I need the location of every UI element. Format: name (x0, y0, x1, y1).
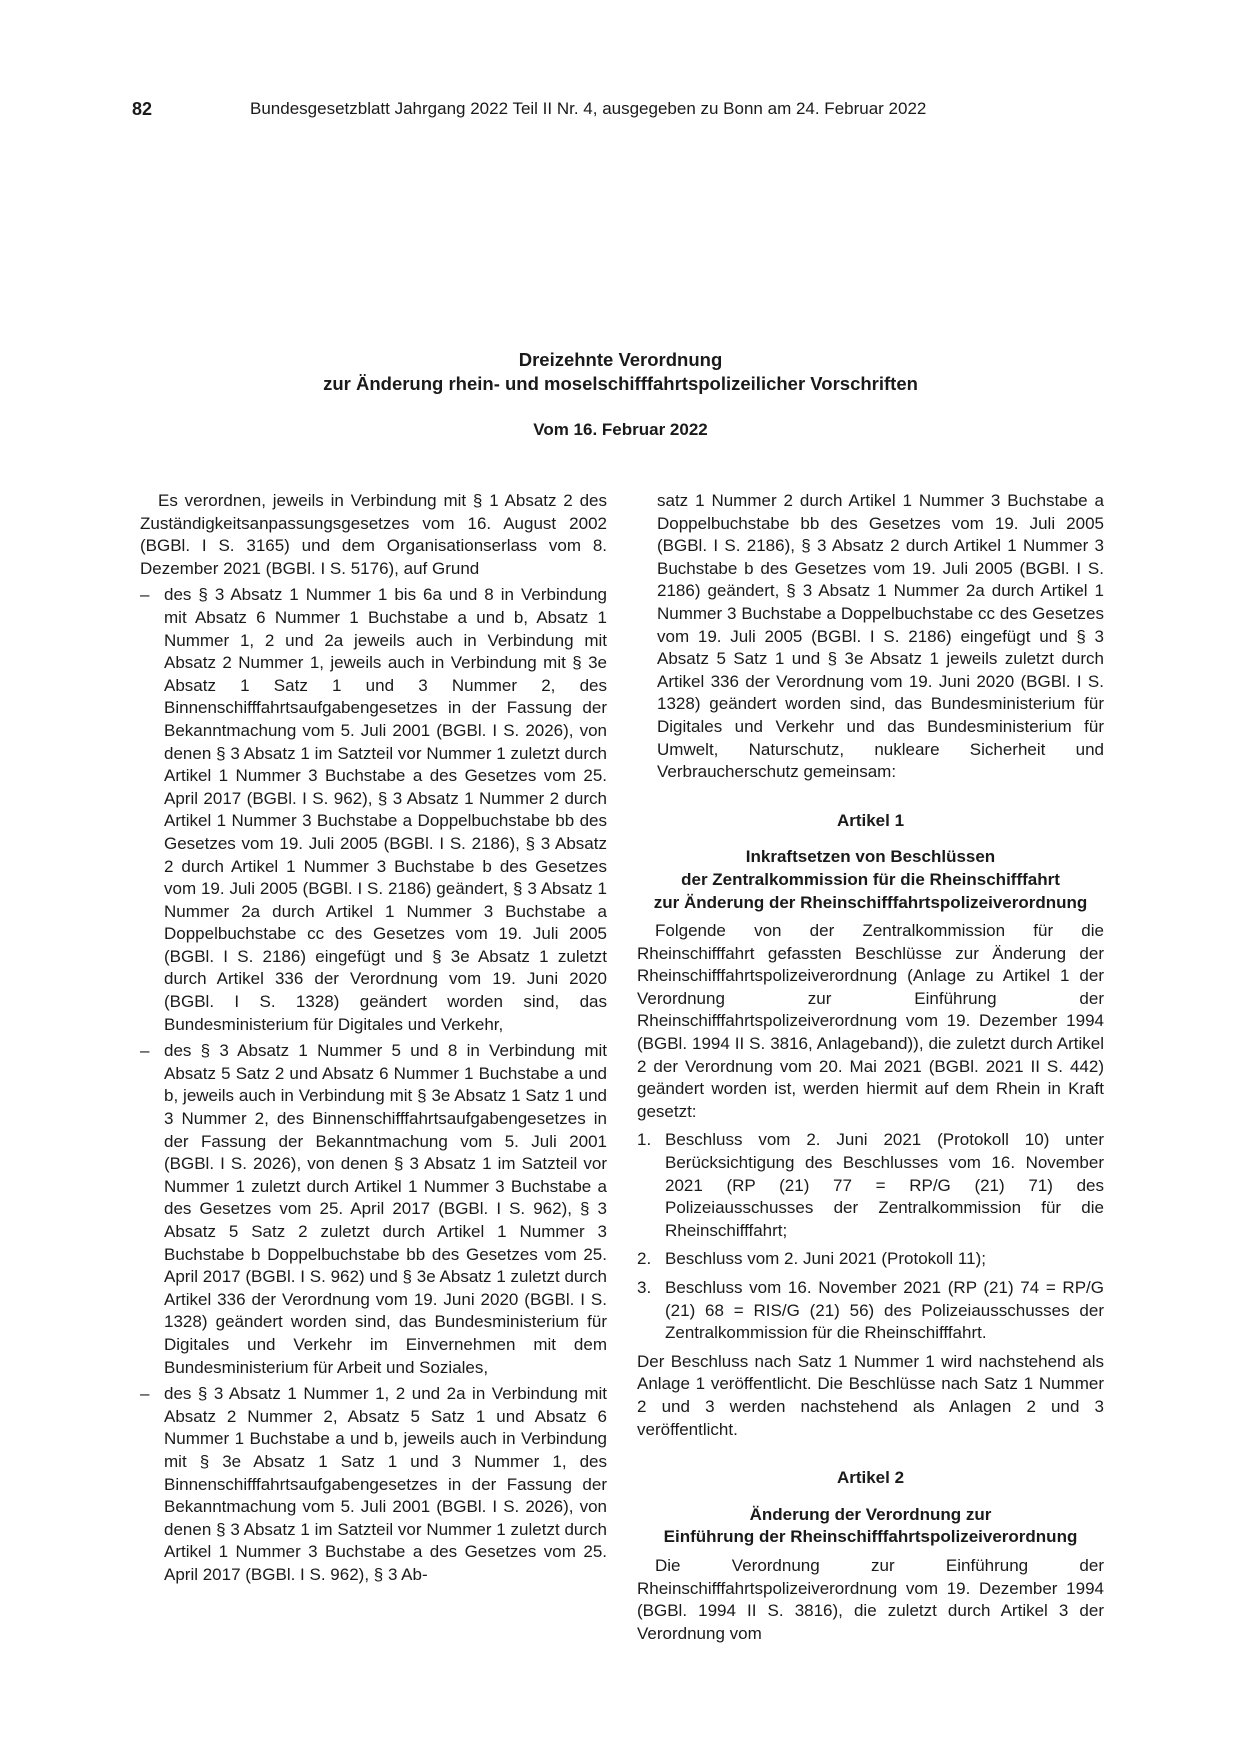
legal-basis-item-2: – des § 3 Absatz 1 Nummer 5 und 8 in Verbindung mit Absatz 5 Satz 2 und Absatz 6 Nummer 1 Buchstabe a und b, jeweils auch in Verbindung mit § 3e Absatz 1 Satz 1 und 3 Nummer 2, des Binnenschifffahrtsaufgabengesetzes in der Fassung der Bekanntmachung vom 5. Juli 2001 (BGBl. I S. 2026), von denen § 3 Absatz 1 im Satzteil vor Nummer 1 zuletzt durch Artikel 1 Nummer 3 Buchstabe a des Gesetzes vom 25. April 2017 (BGBl. I S. 962), § 3 Absatz 5 Satz 2 zuletzt durch Artikel 1 Nummer 3 Buchstabe b Doppelbuchstabe bb des Gesetzes vom 25. April 2017 (BGBl. I S. 962) und § 3e Absatz 1 zuletzt durch Artikel 336 der Verordnung vom 19. Juni 2020 (BGBl. I S. 1328) geändert worden sind, das Bundesministerium für Digitales und Verkehr im Einvernehmen mit dem Bundesministerium für Arbeit und Soziales, (140, 1040, 607, 1379)
list-item-number: 1. (637, 1130, 652, 1150)
list-item-text: Beschluss vom 16. November 2021 (RP (21) 74 = RP/G (21) 68 = RIS/G (21) 56) des Polizeiausschusses der Zentralkommission für die Rheinschifffahrt. (665, 1278, 1104, 1343)
title-line-2: zur Änderung rhein- und moselschifffahrtspolizeilicher Vorschriften (323, 373, 918, 394)
article-1-label: Artikel 1 (836, 810, 905, 830)
list-item (637, 1277, 1104, 1345)
article-1-heading-line-2: der Zentralkommission für die Rheinschifffahrt (681, 869, 1060, 889)
list-item-number: 2. (637, 1249, 652, 1269)
article-1-heading-line-3: zur Änderung der Rheinschifffahrtspolizeiverordnung (653, 892, 1088, 912)
article-2-heading-line-2: Einführung der Rheinschifffahrtspolizeiverordnung (663, 1527, 1078, 1547)
right-column (637, 490, 1104, 1645)
title-line-1: Dreizehnte Verordnung (518, 349, 723, 370)
legal-basis-item-3: – des § 3 Absatz 1 Nummer 1, 2 und 2a in Verbindung mit Absatz 2 Nummer 2, Absatz 5 Satz 1 und Absatz 6 Nummer 1 Buchstabe a und b, jeweils auch in Verbindung mit § 3e Absatz 1 Satz 1 und 3 Nummer 1, des Binnenschifffahrtsaufgabengesetzes in der Fassung der Bekanntmachung vom 5. Juli 2001 (BGBl. I S. 2026), von denen § 3 Absatz 1 im Satzteil vor Nummer 1 zuletzt durch Artikel 1 Nummer 3 Buchstabe a des Gesetzes vom 25. April 2017 (BGBl. I S. 962), § 3 Ab- (140, 1383, 607, 1586)
article-2-body: Die Verordnung zur Einführung der Rheinschifffahrtspolizeiverordnung vom 19. Dezember 1994 (BGBl. 1994 II S. 3816), die zuletzt durch Artikel 3 der Verordnung vom (637, 1555, 1104, 1643)
list-item-text: Beschluss vom 2. Juni 2021 (Protokoll 10) unter Berücksichtigung des Beschlusses vom 16. November 2021 (RP (21) 77 = RP/G (21) 71) des Polizeiausschusses der Zentralkommission für die Rheinschifffahrt; (665, 1130, 1104, 1240)
continuation-paragraph: satz 1 Nummer 2 durch Artikel 1 Nummer 3 Buchstabe a Doppelbuchstabe bb des Gesetzes vom 19. Juli 2005 (BGBl. I S. 2186), § 3 Absatz 2 durch Artikel 1 Nummer 3 Buchstabe b des Gesetzes vom 19. Juli 2005 (BGBl. I S. 2186) geändert, § 3 Absatz 1 Nummer 2a durch Artikel 1 Nummer 3 Buchstabe a Doppelbuchstabe cc des Gesetzes vom 19. Juli 2005 (BGBl. I S. 2186) eingefügt und § 3 Absatz 5 Satz 1 und § 3e Absatz 1 jeweils zuletzt durch Artikel 336 der Verordnung vom 19. Juni 2020 (BGBl. I S. 1328) geändert worden sind, das Bundesministerium für Digitales und Verkehr und das Bundesministerium für Umwelt, Naturschutz, nukleare Sicherheit und Verbraucherschutz gemeinsam: (657, 491, 1104, 782)
article-2-heading-line-1: Änderung der Verordnung zur (749, 1504, 992, 1524)
left-column (140, 490, 607, 1587)
article-1-heading-line-1: Inkraftsetzen von Beschlüssen (745, 847, 996, 867)
legal-basis-item-1: – des § 3 Absatz 1 Nummer 1 bis 6a und 8 in Verbindung mit Absatz 6 Nummer 1 Buchstabe a und b, Absatz 1 Nummer 1, 2 und 2a jeweils auch in Verbindung mit Absatz 2 Nummer 1, jeweils auch in Verbindung mit § 3e Absatz 1 Satz 1 und 3 Nummer 2, des Binnenschifffahrtsaufgabengesetzes in der Fassung der Bekanntmachung vom 5. Juli 2001 (BGBl. I S. 2026), von denen § 3 Absatz 1 im Satzteil vor Nummer 1 zuletzt durch Artikel 1 Nummer 3 Buchstabe a des Gesetzes vom 25. April 2017 (BGBl. I S. 962), § 3 Absatz 1 Nummer 2 durch Artikel 1 Nummer 3 Buchstabe a Doppelbuchstabe bb des Gesetzes vom 19. Juli 2005 (BGBl. I S. 2186), § 3 Absatz 2 durch Artikel 1 Nummer 3 Buchstabe b des Gesetzes vom 19. Juli 2005 (BGBl. I S. 2186) geändert, § 3 Absatz 1 Nummer 2a durch Artikel 1 Nummer 3 Buchstabe a Doppelbuchstabe cc des Gesetzes vom 19. Juli 2005 (BGBl. I S. 2186) eingefügt und § 3e Absatz 1 zuletzt durch Artikel 336 der Verordnung vom 19. Juni 2020 (BGBl. I S. 1328) geändert worden sind, das Bundesministerium für Digitales und Verkehr, (140, 584, 607, 1036)
article-1-closing: Der Beschluss nach Satz 1 Nummer 1 wird nachstehend als Anlage 1 veröffentlicht. Die Beschlüsse nach Satz 1 Nummer 2 und 3 werden nachstehend als Anlagen 2 und 3 veröffentlicht. (637, 1351, 1104, 1439)
list-item (637, 1248, 1104, 1271)
page-number: 82 (132, 99, 153, 119)
running-header (132, 99, 1109, 123)
article-1-heading (637, 846, 1104, 914)
document-date: Vom 16. Februar 2022 (533, 420, 708, 439)
intro-paragraph: Es verordnen, jeweils in Verbindung mit § 1 Absatz 2 des Zuständigkeitsanpassungsgesetzes vom 16. August 2002 (BGBl. I S. 3165) und dem Organisationserlass vom 8. Dezember 2021 (BGBl. I S. 5176), auf Grund (140, 491, 607, 578)
list-item-text: Beschluss vom 2. Juni 2021 (Protokoll 11); (665, 1249, 986, 1269)
article-2-label: Artikel 2 (836, 1468, 905, 1488)
list-item (637, 1129, 1104, 1242)
article-2-heading (637, 1504, 1104, 1549)
list-item-number: 3. (637, 1278, 652, 1297)
header-text: Bundesgesetzblatt Jahrgang 2022 Teil II Nr. 4, ausgegeben zu Bonn am 24. Februar 2022 (250, 99, 927, 118)
article-1-body: Folgende von der Zentralkommission für die Rheinschifffahrt gefassten Beschlüsse zur Änderung der Rheinschifffahrtspolizeiverordnung (Anlage zu Artikel 1 der Verordnung zur Einführung der Rheinschifffahrtspolizeiverordnung vom 19. Dezember 1994 (BGBl. 1994 II S. 3816, Anlageband)), die zuletzt durch Artikel 2 der Verordnung vom 20. Mai 2021 (BGBl. 2021 II S. 442) geändert worden ist, werden hiermit auf dem Rhein in Kraft gesetzt: (637, 921, 1104, 1121)
document-title (0, 348, 1241, 396)
